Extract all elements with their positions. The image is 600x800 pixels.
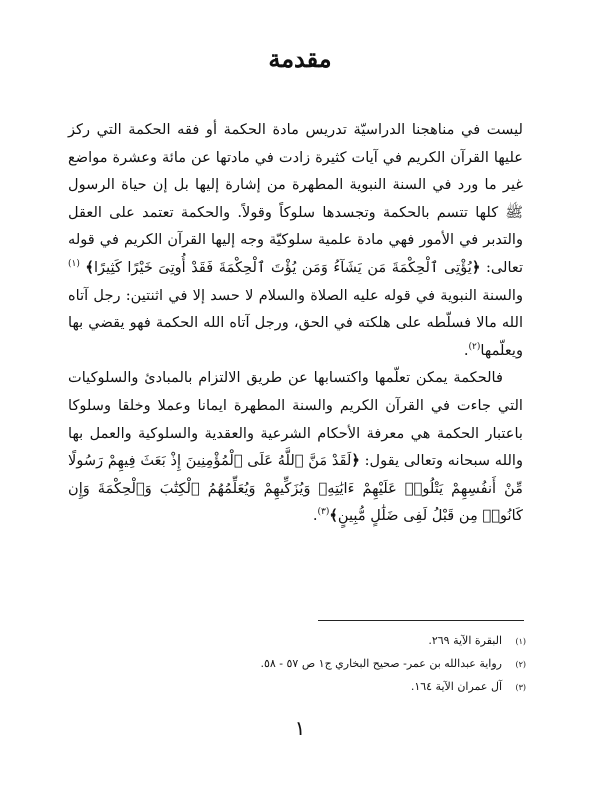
footnote-number: (٣)	[515, 683, 526, 692]
paragraph-2-end: .	[312, 507, 318, 525]
ornate-bracket-close-icon: ﴾	[85, 258, 94, 276]
ornate-bracket-open-icon: ﴿	[351, 452, 360, 470]
main-text	[68, 116, 523, 530]
paragraph-1-end: .	[463, 341, 469, 359]
footnote-ref-2: (٢)	[468, 341, 481, 352]
footnote-number: (٢)	[515, 660, 526, 669]
footnote-ref-1: (١)	[68, 259, 80, 270]
footnote-text: البقرة الآية ٢٦٩.	[428, 634, 502, 647]
sunnah-text: والسنة النبوية في قوله عليه الصلاة والسلام لا حسد إلا في اثنتين: رجل آتاه الله مالا فسلّطه على هلكته في الحق، ورجل آتاه الله الحكمة فهو يقضي بها ويعلّمها	[68, 286, 523, 359]
footnote-text: رواية عبدالله بن عمر- صحيح البخاري ج١ ص ٥٧ - ٥٨.	[260, 657, 502, 670]
paragraph-2-intro: فالحكمة يمكن تعلّمها واكتسابها عن طريق الالتزام بالمبادئ والسلوكيات التي جاءت في القرآن الكريم والسنة المطهرة ايمانا وعملا وخلقا وسلوكا باعتبار الحكمة هي معرفة الأحكام الشرعية والعقدية والسلوكية والعمل بها والله سبحانه وتعالى يقول:	[68, 369, 524, 470]
page-number: ١	[294, 716, 306, 740]
footnote-text: آل عمران الآية ١٦٤.	[410, 680, 502, 693]
paragraph-1	[68, 116, 523, 364]
footnotes	[210, 630, 526, 699]
ornate-bracket-close-icon: ﴾	[329, 507, 338, 525]
page-title: مقدمة	[268, 44, 332, 73]
quran-verse-2: لَقَدْ مَنَّ ٱللَّهُ عَلَى ٱلْمُؤْمِنِينَ إِذْ بَعَثَ فِيهِمْ رَسُولًا مِّنْ أَنفُسِهِمْ يَتْلُوا۟ عَلَيْهِمْ ءَايَٰتِهِۦ وَيُزَكِّيهِمْ وَيُعَلِّمُهُمُ ٱلْكِتَٰبَ وَٱلْحِكْمَةَ وَإِن كَانُوا۟ مِن قَبْلُ لَفِى ضَلَٰلٍ مُّبِينٍ	[68, 452, 523, 525]
footnote-item	[210, 630, 526, 653]
footnote-number: (١)	[515, 637, 526, 646]
quran-verse-1: يُؤْتِى ٱلْحِكْمَةَ مَن يَشَآءُ وَمَن يُؤْتَ ٱلْحِكْمَةَ فَقَدْ أُوتِىَ خَيْرًا كَثِيرًا	[93, 258, 472, 276]
paragraph-2	[68, 364, 523, 530]
footnote-item	[210, 653, 526, 676]
paragraph-1-intro: ليست في مناهجنا الدراسيّة تدريس مادة الحكمة أو فقه الحكمة التي ركز عليها القرآن الكريم في آيات كثيرة زادت في مادتها عن مائة وعشرة مواضع غير ما ورد في السنة النبوية المطهرة من إشارة إليها بل إن حياة الرسول ﷺ كلها تتسم بالحكمة وتجسدها سلوكاً وقولاً. والحكمة تعتمد على العقل والتدبر في الأمور فهي مادة علمية سلوكيّة وجه إليها القرآن الكريم في قوله تعالى:	[68, 121, 524, 276]
footnote-divider	[318, 620, 524, 621]
ornate-bracket-open-icon: ﴿	[471, 258, 481, 276]
footnote-ref-3: (٣)	[317, 507, 330, 518]
footnote-item	[210, 676, 526, 699]
